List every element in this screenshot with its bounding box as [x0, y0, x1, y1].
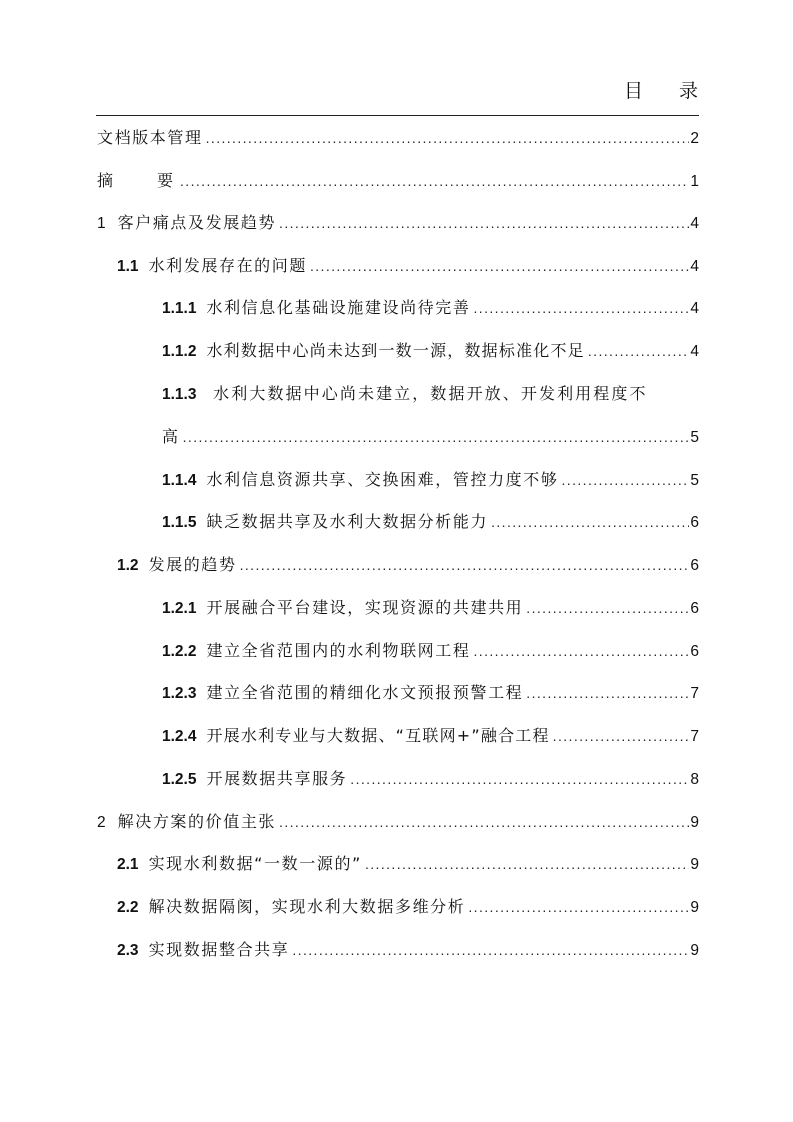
toc-entry-2-2[interactable] [117, 895, 699, 919]
toc-page-number: 5 [690, 429, 699, 446]
toc-page-number: 6 [690, 643, 699, 660]
toc-entry-text: 客户痛点及发展趋势 [117, 213, 277, 232]
toc-entry-2-3[interactable] [117, 938, 699, 962]
toc-entry-text: 文档版本管理 [97, 128, 203, 147]
toc-entry-number: 1.1.1 [162, 300, 197, 317]
toc-page-number: 4 [690, 300, 699, 317]
toc-page-number: 5 [690, 472, 699, 489]
toc-entry-text: 建立全省范围的精细化水文预报预警工程 [206, 683, 524, 702]
toc-entry-number: 1.1 [117, 258, 139, 275]
toc-page-number: 7 [690, 685, 699, 702]
dot-leader [553, 724, 690, 748]
toc-entry-text-continued: 高 [162, 427, 180, 446]
toc-entry-text: 开展数据共享服务 [206, 769, 348, 788]
toc-entry-text: 水利数据中心尚未达到一数一源，数据标准化不足 [206, 341, 585, 360]
dot-leader [292, 938, 689, 962]
toc-entry-text: 实现数据整合共享 [148, 940, 290, 959]
toc-entry-text: 解决数据隔阂，实现水利大数据多维分析 [148, 897, 466, 916]
toc-page-number: 6 [690, 514, 699, 531]
dot-leader [310, 254, 689, 278]
dot-leader [474, 639, 690, 663]
toc-page-number: 8 [690, 771, 699, 788]
toc-entry-number: 2 [97, 814, 106, 831]
toc-entry-chapter-1[interactable] [97, 211, 699, 235]
toc-entry-number: 1.2.4 [162, 728, 197, 745]
toc-entry-1-1-3-line-2[interactable] [162, 425, 699, 449]
toc-page-number: 6 [690, 557, 699, 574]
toc-entry-text: 摘 要 [97, 171, 178, 190]
toc-entry-1-1-3-line-1[interactable] [162, 382, 699, 407]
toc-page-number: 4 [690, 215, 699, 232]
dot-leader [562, 468, 690, 492]
heading-rule [96, 115, 699, 116]
toc-page-number: 9 [690, 814, 699, 831]
toc-entry-abstract[interactable] [97, 169, 699, 193]
dot-leader [180, 169, 689, 193]
toc-page-number: 9 [690, 856, 699, 873]
toc-entry-number: 1.2.1 [162, 600, 197, 617]
toc-entry-number: 2.3 [117, 942, 139, 959]
toc-entry-number: 1.1.2 [162, 343, 197, 360]
toc-entry-text: 实现水利数据“一数一源的” [148, 854, 362, 873]
toc-entry-1-2[interactable] [117, 553, 699, 577]
toc-entry-text: 解决方案的价值主张 [117, 812, 277, 831]
toc-entry-text: 水利信息化基础设施建设尚待完善 [206, 298, 471, 317]
dot-leader [588, 339, 689, 363]
toc-entry-number: 2.1 [117, 856, 139, 873]
toc-page-number: 4 [690, 258, 699, 275]
dot-leader [526, 681, 689, 705]
toc-heading-char-1: 目 [623, 80, 643, 102]
toc-page-number: 6 [690, 600, 699, 617]
dot-leader [183, 425, 690, 449]
toc-entry-text: 发展的趋势 [148, 555, 237, 574]
dot-leader [279, 211, 689, 235]
dot-leader [365, 852, 689, 876]
toc-entry-2-1[interactable] [117, 852, 699, 876]
toc-entry-text: 开展水利专业与大数据、“互联网+”融合工程 [206, 726, 550, 745]
toc-entry-1-1-1[interactable] [162, 296, 699, 320]
toc-page-number: 2 [690, 130, 699, 147]
toc-entry-1-1[interactable] [117, 254, 699, 278]
toc-entry-number: 1.1.3 [162, 386, 197, 403]
toc-entry-number: 1.2 [117, 557, 139, 574]
toc-heading [624, 76, 698, 103]
dot-leader [468, 895, 689, 919]
toc-entry-number: 1 [97, 215, 106, 232]
toc-entry-1-1-2[interactable] [162, 339, 699, 363]
toc-entry-1-1-4[interactable] [162, 468, 699, 492]
toc-entry-1-2-4[interactable] [162, 724, 699, 748]
toc-entry-1-2-1[interactable] [162, 596, 699, 620]
toc-entry-1-2-2[interactable] [162, 639, 699, 663]
toc-entry-number: 1.2.3 [162, 685, 197, 702]
toc-entry-doc-version[interactable] [97, 126, 699, 150]
toc-entry-number: 2.2 [117, 899, 139, 916]
dot-leader [350, 767, 689, 791]
toc-entry-number: 1.2.2 [162, 643, 197, 660]
toc-entry-1-1-5[interactable] [162, 510, 699, 534]
dot-leader [206, 126, 690, 150]
toc-page-number: 9 [690, 942, 699, 959]
toc-entry-number: 1.1.4 [162, 472, 197, 489]
toc-entry-1-2-5[interactable] [162, 767, 699, 791]
toc-heading-char-2: 录 [678, 80, 698, 102]
dot-leader [474, 296, 690, 320]
toc-entry-text: 建立全省范围内的水利物联网工程 [206, 641, 471, 660]
toc-entry-text: 缺乏数据共享及水利大数据分析能力 [206, 512, 489, 531]
toc-entry-1-2-3[interactable] [162, 681, 699, 705]
dot-leader [491, 510, 689, 534]
dot-leader [279, 810, 689, 834]
dot-leader [240, 553, 690, 577]
toc-page-number: 1 [690, 173, 699, 190]
toc-page-number: 4 [690, 343, 699, 360]
toc-page-number: 7 [690, 728, 699, 745]
dot-leader [526, 596, 689, 620]
toc-entry-chapter-2[interactable] [97, 810, 699, 834]
toc-entry-number: 1.1.5 [162, 514, 197, 531]
toc-entry-text: 水利大数据中心尚未建立，数据开放、开发利用程度不 [213, 384, 648, 403]
toc-entry-text: 水利发展存在的问题 [148, 256, 307, 275]
toc-entry-text: 开展融合平台建设，实现资源的共建共用 [206, 598, 524, 617]
toc-entry-text: 水利信息资源共享、交换困难，管控力度不够 [206, 470, 559, 489]
toc-page-number: 9 [690, 899, 699, 916]
toc-entry-number: 1.2.5 [162, 771, 197, 788]
